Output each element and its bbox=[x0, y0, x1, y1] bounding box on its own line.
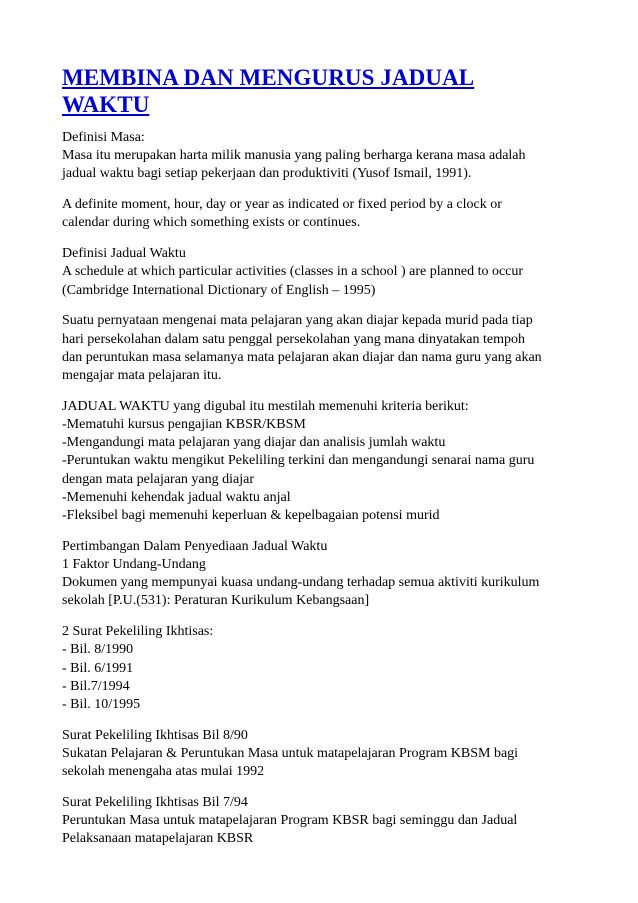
text-line: Pelaksanaan matapelajaran KBSR bbox=[62, 831, 254, 847]
document-page bbox=[62, 64, 582, 861]
text-line: Definisi Jadual Waktu bbox=[62, 246, 186, 262]
paragraph-english-definition bbox=[62, 196, 582, 232]
title-line: WAKTU bbox=[62, 92, 150, 117]
text-line: Dokumen yang mempunyai kuasa undang-undang terhadap semua aktiviti kurikulum bbox=[62, 575, 540, 591]
paragraph-definisi-masa bbox=[62, 129, 582, 184]
text-line: Suatu pernyataan mengenai mata pelajaran yang akan diajar kepada murid pada tiap bbox=[62, 313, 533, 329]
text-line: Surat Pekeliling Ikhtisas Bil 7/94 bbox=[62, 795, 248, 811]
paragraph-surat-pekeliling-list bbox=[62, 623, 582, 714]
text-line: jadual waktu bagi setiap pekerjaan dan produktiviti (Yusof Ismail, 1991). bbox=[62, 166, 472, 182]
text-line: 2 Surat Pekeliling Ikhtisas: bbox=[62, 624, 214, 640]
text-line: calendar during which something exists or continues. bbox=[62, 215, 361, 231]
text-line: mengajar mata pelajaran itu. bbox=[62, 368, 222, 384]
text-line: 1 Faktor Undang-Undang bbox=[62, 557, 206, 573]
text-line: Pertimbangan Dalam Penyediaan Jadual Waktu bbox=[62, 538, 328, 554]
paragraph-pernyataan bbox=[62, 312, 582, 385]
text-line: sekolah [P.U.(531): Peraturan Kurikulum Kebangsaan] bbox=[62, 593, 370, 609]
text-line: hari persekolahan dalam satu penggal persekolahan yang mana dinyatakan tempoh bbox=[62, 331, 525, 347]
text-line: JADUAL WAKTU yang digubal itu mestilah memenuhi kriteria berikut: bbox=[62, 398, 469, 414]
text-line: Peruntukan Masa untuk matapelajaran Program KBSR bagi seminggu dan Jadual bbox=[62, 813, 518, 829]
list-item: -Peruntukan waktu mengikut Pekeliling terkini dan mengandungi senarai nama guru bbox=[62, 453, 535, 469]
text-line: Masa itu merupakan harta milik manusia yang paling berharga kerana masa adalah bbox=[62, 148, 526, 164]
list-item: -Mengandungi mata pelajaran yang diajar dan analisis jumlah waktu bbox=[62, 435, 446, 451]
text-line: A definite moment, hour, day or year as indicated or fixed period by a clock or bbox=[62, 197, 502, 213]
list-item: - Bil. 8/1990 bbox=[62, 642, 134, 658]
text-line: (Cambridge International Dictionary of English – 1995) bbox=[62, 282, 376, 298]
text-line: A schedule at which particular activities (classes in a school ) are planned to occur bbox=[62, 264, 524, 280]
list-item: -Memenuhi kehendak jadual waktu anjal bbox=[62, 489, 291, 505]
paragraph-pertimbangan bbox=[62, 538, 582, 611]
list-item: -Mematuhi kursus pengajian KBSR/KBSM bbox=[62, 417, 306, 433]
document-title bbox=[62, 64, 582, 118]
text-line: Sukatan Pelajaran & Peruntukan Masa untuk matapelajaran Program KBSM bagi bbox=[62, 746, 519, 762]
text-line: Definisi Masa: bbox=[62, 130, 145, 145]
paragraph-definisi-jadual-waktu bbox=[62, 245, 582, 300]
title-line: MEMBINA DAN MENGURUS JADUAL bbox=[62, 65, 475, 90]
text-line: Surat Pekeliling Ikhtisas Bil 8/90 bbox=[62, 727, 248, 743]
paragraph-kriteria bbox=[62, 398, 582, 525]
text-line: dan peruntukan masa selamanya mata pelajaran akan diajar dan nama guru yang akan bbox=[62, 349, 542, 365]
list-item: -Fleksibel bagi memenuhi keperluan & kepelbagaian potensi murid bbox=[62, 508, 440, 524]
list-item: dengan mata pelajaran yang diajar bbox=[62, 471, 255, 487]
list-item: - Bil. 10/1995 bbox=[62, 697, 141, 713]
list-item: - Bil. 6/1991 bbox=[62, 660, 134, 676]
text-line: sekolah menengaha atas mulai 1992 bbox=[62, 764, 265, 780]
list-item: - Bil.7/1994 bbox=[62, 678, 130, 694]
paragraph-bil-7-94 bbox=[62, 794, 582, 849]
paragraph-bil-8-90 bbox=[62, 727, 582, 782]
